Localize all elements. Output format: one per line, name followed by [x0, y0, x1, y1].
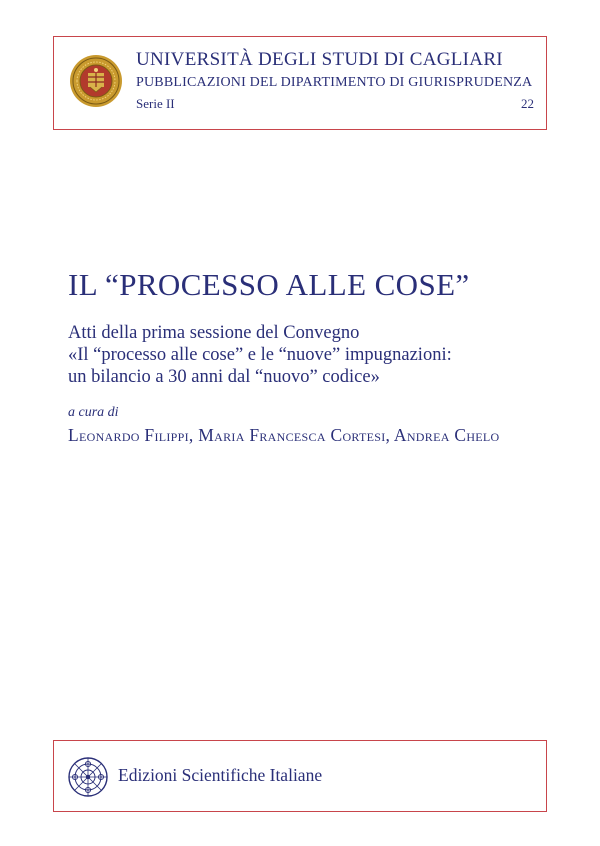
- series-row: [136, 96, 534, 112]
- university-seal-icon: [69, 54, 123, 108]
- university-name: UNIVERSITÀ DEGLI STUDI DI CAGLIARI: [136, 49, 503, 70]
- editors-list: Leonardo Filippi, Maria Francesca Cortesi, Andrea Chelo: [68, 425, 500, 445]
- subtitle-line: «Il “processo alle cose” e le “nuove” impugnazioni:: [68, 345, 452, 365]
- department-name: PUBBLICAZIONI DEL DIPARTIMENTO DI GIURISPRUDENZA: [136, 75, 533, 90]
- publisher-name: Edizioni Scientifiche Italiane: [118, 765, 323, 785]
- publisher-logo-icon: [67, 756, 109, 798]
- book-subtitle: [68, 322, 452, 388]
- header-frame: [53, 36, 547, 130]
- volume-number: 22: [521, 96, 534, 111]
- editor-label: a cura di: [68, 405, 119, 420]
- subtitle-line: Atti della prima sessione del Convegno: [68, 323, 360, 343]
- subtitle-line: un bilancio a 30 anni dal “nuovo” codice»: [68, 367, 380, 387]
- book-title: IL “PROCESSO ALLE COSE”: [68, 267, 470, 302]
- publisher-frame: [53, 740, 547, 812]
- series-label: Serie II: [136, 96, 175, 111]
